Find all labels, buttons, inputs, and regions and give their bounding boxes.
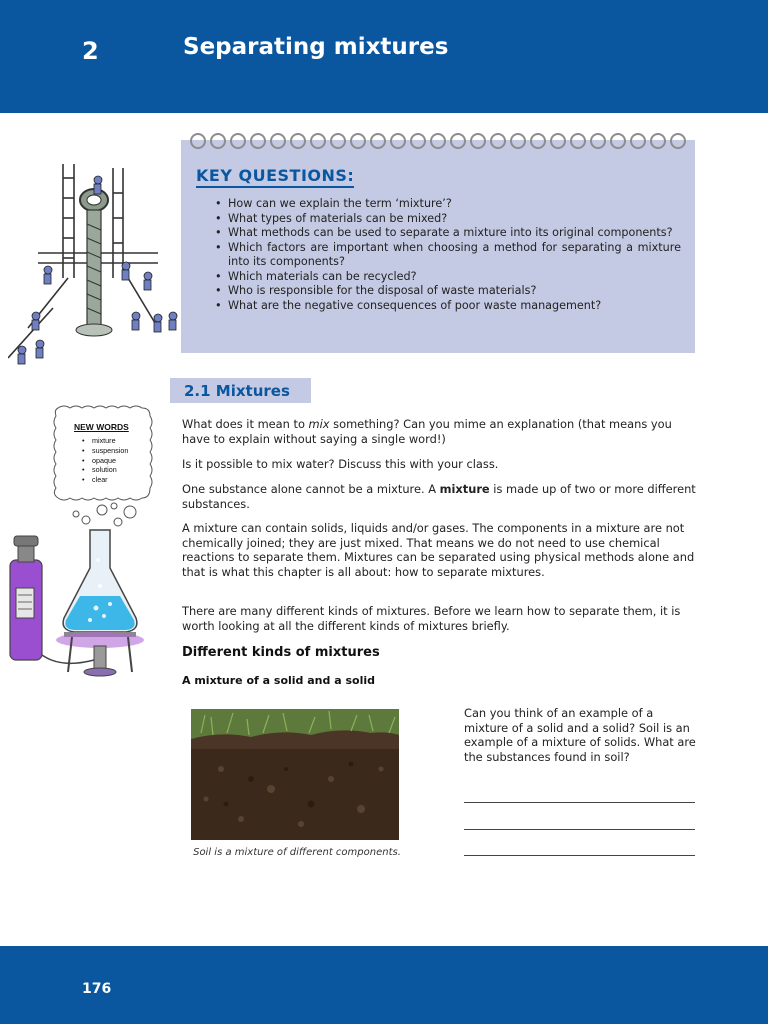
- soil-photo: [191, 709, 399, 840]
- body-paragraph-4: A mixture can contain solids, liquids and/or gases. The components in a mixture are not chemically joined; they are just mixed. That means we do not need to use chemical reactions to separate them. Mixtures can be separated using physical methods alone and that is what this chapter is all about: how to separate mixtures.: [182, 521, 695, 579]
- key-question-item: • What types of materials can be mixed?: [213, 212, 681, 227]
- body-paragraph-1: [182, 417, 698, 446]
- new-word-item: • solution: [82, 465, 128, 475]
- key-question-item: • Which materials can be recycled?: [213, 270, 681, 285]
- new-word-item: • opaque: [82, 456, 128, 466]
- key-question-item: • Which factors are important when choosing a method for separating a mixture into its components?: [213, 241, 681, 270]
- page-number: 176: [82, 981, 112, 997]
- answer-line[interactable]: [464, 829, 695, 830]
- subsubheading: A mixture of a solid and a solid: [182, 674, 375, 687]
- new-words-list: [82, 436, 128, 485]
- photo-caption: Soil is a mixture of different components.: [193, 847, 401, 858]
- body-paragraph-2: Is it possible to mix water? Discuss this with your class.: [182, 457, 499, 471]
- key-questions-title: KEY QUESTIONS:: [196, 166, 354, 188]
- emphasis: mix: [308, 417, 330, 431]
- workers-machine-illustration: [8, 158, 184, 374]
- key-question-item: • Who is responsible for the disposal of waste materials?: [213, 284, 681, 299]
- flask-burner-illustration: [6, 500, 170, 694]
- body-paragraph-5: There are many different kinds of mixtures. Before we learn how to separate them, it is worth looking at all the different kinds of mixtures briefly.: [182, 604, 681, 633]
- new-word-item: • suspension: [82, 446, 128, 456]
- key-questions-list: [213, 197, 681, 313]
- key-question-item: • How can we explain the term ‘mixture’?: [213, 197, 681, 212]
- answer-line[interactable]: [464, 855, 695, 856]
- text-run: One substance alone cannot be a mixture. A: [182, 482, 440, 496]
- text-run: is made up of two or more different substances.: [182, 482, 696, 511]
- body-paragraph-3: [182, 482, 698, 511]
- subheading: Different kinds of mixtures: [182, 645, 380, 660]
- text-run: something? Can you mime an explanation (that means you have to explain without saying a single word!): [182, 417, 672, 446]
- answer-line[interactable]: [464, 802, 695, 803]
- chapter-number: 2: [82, 37, 99, 65]
- new-word-item: • mixture: [82, 436, 128, 446]
- spiral-binding: [188, 128, 688, 154]
- key-question-item: • What are the negative consequences of poor waste management?: [213, 299, 681, 314]
- key-question-item: • What methods can be used to separate a mixture into its original components?: [213, 226, 681, 241]
- page-footer: [0, 946, 768, 1024]
- side-question: Can you think of an example of a mixture of a solid and a solid? Soil is an example of a mixture of solids. What are the substances found in soil?: [464, 706, 696, 764]
- new-word-item: • clear: [82, 475, 128, 485]
- section-title: 2.1 Mixtures: [184, 382, 290, 400]
- text-run: What does it mean to: [182, 417, 309, 431]
- new-words-title: NEW WORDS: [74, 422, 129, 432]
- chapter-title: Separating mixtures: [183, 34, 449, 60]
- key-term: mixture: [439, 482, 490, 496]
